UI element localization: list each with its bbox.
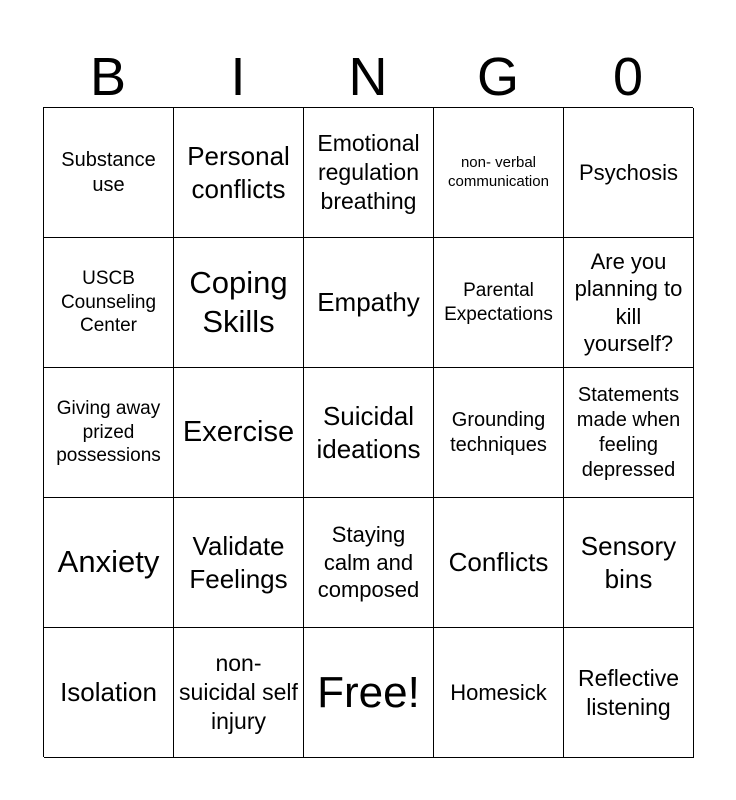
cell-label: Reflective listening: [578, 664, 679, 720]
cell-label: USCB Counseling Center: [60, 267, 157, 337]
header-letter-n: N: [348, 47, 388, 107]
cell-label: Statements made when feeling depressed: [576, 383, 681, 481]
bingo-cell-r2c1[interactable]: [44, 238, 174, 368]
cell-label: Personal conflicts: [187, 141, 290, 204]
bingo-cell-r5c4[interactable]: [434, 628, 564, 758]
cell-label: non- verbal communication: [448, 153, 549, 190]
bingo-cell-r3c3[interactable]: [304, 368, 434, 498]
bingo-cell-r1c3[interactable]: [304, 108, 434, 238]
cell-label: Substance use: [61, 148, 156, 196]
bingo-cell-r5c5[interactable]: [564, 628, 694, 758]
cell-label: Empathy: [317, 287, 420, 318]
bingo-cell-r1c1[interactable]: [44, 108, 174, 238]
cell-label: Are you planning to kill yourself?: [574, 248, 683, 356]
bingo-cell-r3c2[interactable]: [174, 368, 304, 498]
bingo-cell-r5c1[interactable]: [44, 628, 174, 758]
cell-label: Psychosis: [578, 159, 679, 185]
bingo-cell-r3c5[interactable]: [564, 368, 694, 498]
cell-label: Validate Feelings: [189, 531, 288, 594]
header-letter-b: B: [89, 47, 127, 107]
bingo-cell-r4c3[interactable]: [304, 498, 434, 628]
cell-label: Coping Skills: [189, 264, 288, 339]
header-letter-o: 0: [612, 47, 644, 107]
bingo-cell-r1c4[interactable]: [434, 108, 564, 238]
cell-label-free: Free!: [317, 668, 420, 717]
cell-label: Grounding techniques: [450, 408, 547, 456]
cell-label: Homesick: [450, 679, 547, 705]
header-letter-i: I: [230, 47, 246, 107]
bingo-cell-r2c2[interactable]: [174, 238, 304, 368]
cell-label: non-suicidal self injury: [179, 650, 298, 734]
cell-label: Emotional regulation breathing: [317, 130, 420, 214]
cell-label: Conflicts: [448, 547, 549, 578]
bingo-cell-r1c5[interactable]: [564, 108, 694, 238]
bingo-cell-r4c4[interactable]: [434, 498, 564, 628]
cell-label: Sensory bins: [580, 531, 677, 594]
bingo-cell-r3c1[interactable]: [44, 368, 174, 498]
cell-label: Staying calm and composed: [317, 522, 420, 603]
cell-label: Giving away prized possessions: [56, 397, 161, 467]
bingo-cell-r2c4[interactable]: [434, 238, 564, 368]
bingo-cell-r5c3[interactable]: [304, 628, 434, 758]
bingo-cell-r3c4[interactable]: [434, 368, 564, 498]
bingo-cell-r5c2[interactable]: [174, 628, 304, 758]
bingo-cell-r1c2[interactable]: [174, 108, 304, 238]
bingo-cell-r4c2[interactable]: [174, 498, 304, 628]
cell-label: Exercise: [182, 416, 295, 449]
cell-label: Suicidal ideations: [316, 401, 421, 464]
cell-label: Parental Expectations: [444, 279, 553, 325]
cell-label: Anxiety: [57, 544, 160, 580]
bingo-header: [43, 48, 693, 106]
bingo-cell-r4c1[interactable]: [44, 498, 174, 628]
bingo-cell-r2c3[interactable]: [304, 238, 434, 368]
bingo-cell-r4c5[interactable]: [564, 498, 694, 628]
bingo-board: [43, 107, 693, 757]
header-letter-g: G: [476, 47, 519, 107]
bingo-cell-r2c5[interactable]: [564, 238, 694, 368]
cell-label: Isolation: [60, 677, 157, 708]
